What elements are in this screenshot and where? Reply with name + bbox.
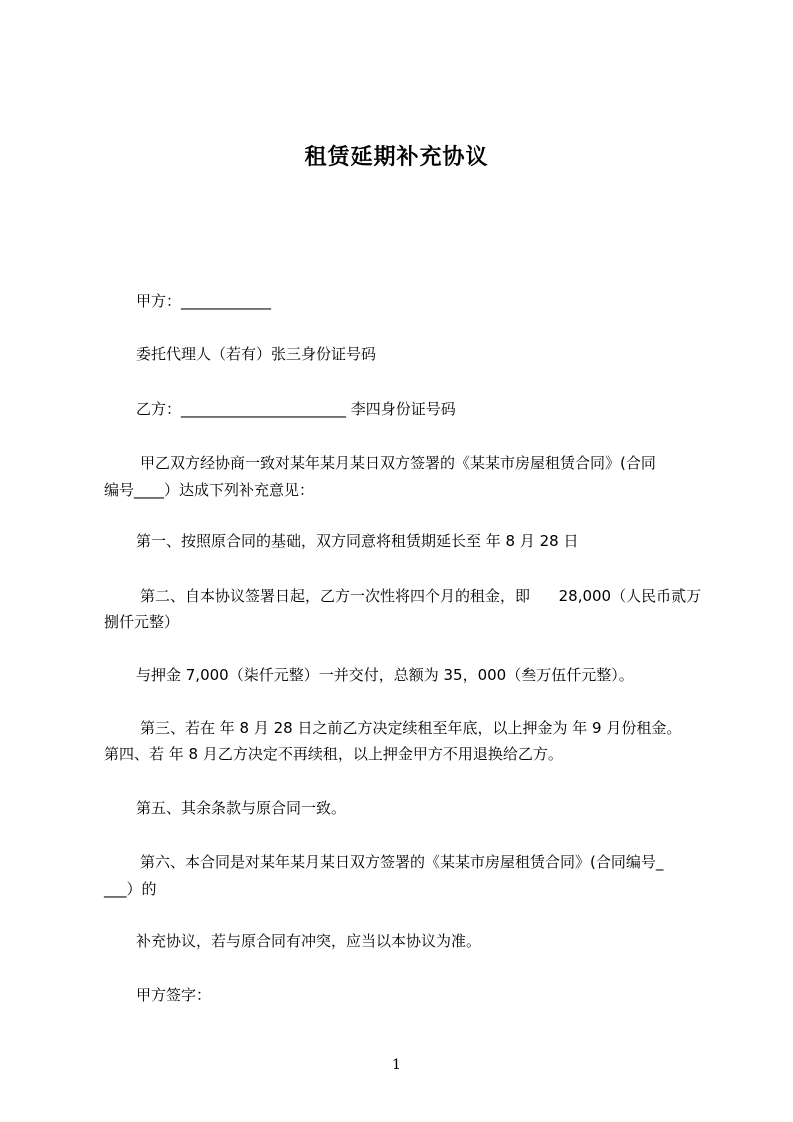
clause-2-line-3: 与押金 7,000（柒仟元整）一并交付，总额为 35，000（叁万伍仟元整）。 — [136, 666, 634, 684]
clause-3: 第三、若在 年 8 月 28 日之前乙方决定续租至年底，以上押金为 年 9 月份租金。 — [140, 719, 682, 737]
clause-2-line-2: 捌仟元整） — [104, 613, 180, 631]
page-title: 租赁延期补充协议 — [304, 145, 489, 170]
clause-5: 第五、其余条款与原合同一致。 — [136, 799, 347, 817]
clause-1: 第一、按照原合同的基础，双方同意将租赁期延长至 年 8 月 28 日 — [136, 532, 579, 550]
party-a-line: 甲方：____________ — [136, 292, 272, 310]
intro-paragraph-line-1: 甲乙双方经协商一致对某年某月某日双方签署的《某某市房屋租赁合同》(合同 — [140, 454, 656, 472]
clause-2-line-1: 第二、自本协议签署日起，乙方一次性将四个月的租金，即 28,000（人民币贰万 — [140, 587, 702, 605]
clause-6-line-2: ___）的 — [104, 880, 157, 898]
clause-6-line-3: 补充协议，若与原合同有冲突，应当以本协议为准。 — [136, 932, 482, 950]
clause-4: 第四、若 年 8 月乙方决定不再续租，以上押金甲方不用退换给乙方。 — [104, 745, 563, 763]
intro-paragraph-line-2: 编号____）达成下列补充意见： — [104, 481, 315, 499]
agent-line: 委托代理人（若有）张三身份证号码 — [136, 345, 377, 363]
party-a-signature-line: 甲方签字： — [136, 986, 212, 1004]
party-b-line: 乙方：______________________ 李四身份证号码 — [136, 400, 456, 418]
page-number: 1 — [392, 1057, 401, 1073]
clause-6-line-1: 第六、本合同是对某年某月某日双方签署的《某某市房屋租赁合同》(合同编号_ — [140, 853, 664, 871]
